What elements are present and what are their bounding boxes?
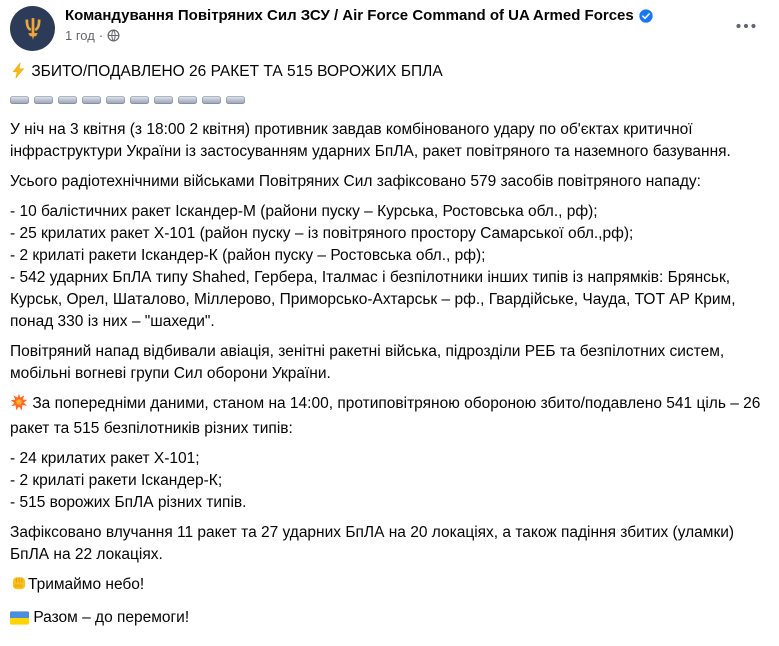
collision-icon <box>10 393 28 418</box>
post-meta <box>65 28 653 43</box>
heavy-minus-icon <box>154 96 173 104</box>
results-summary-paragraph <box>10 393 769 440</box>
lightning-icon <box>10 62 27 86</box>
heavy-minus-icon <box>10 96 29 104</box>
post-headline-block <box>10 61 769 86</box>
list-item: - 2 крилаті ракети Іскандер-К (район пуску – Ростовська обл., рф); <box>10 247 486 264</box>
list-item: - 10 балістичних ракет Іскандер-М (райони пуску – Курська, Ростовська обл., рф); <box>10 203 598 220</box>
heavy-minus-icon <box>106 96 125 104</box>
slogan-sky: Тримаймо небо! <box>28 576 145 593</box>
defense-paragraph: Повітряний напад відбивали авіація, зенітні ракетні війська, підрозділи РЕБ та безпілотних систем, мобільні вогневі групи Сил оборони України. <box>10 343 725 382</box>
detected-items-list <box>10 201 769 333</box>
heavy-minus-icon <box>58 96 77 104</box>
heavy-minus-icon <box>202 96 221 104</box>
results-items-list <box>10 448 769 514</box>
heavy-minus-icon <box>82 96 101 104</box>
slogan-victory-paragraph <box>10 607 769 632</box>
detected-summary-paragraph: Усього радіотехнічними військами Повітряних Сил зафіксовано 579 засобів повітряного нападу: <box>10 173 701 190</box>
raised-fist-icon <box>10 574 28 599</box>
list-item: - 2 крилаті ракети Іскандер-К; <box>10 472 223 489</box>
list-item: - 25 крилатих ракет Х-101 (район пуску – із повітряного простору Самарської обл.,рф); <box>10 225 634 242</box>
slogan-victory: Разом – до перемоги! <box>33 609 190 626</box>
post-divider <box>10 94 769 111</box>
results-summary: За попередніми даними, станом на 14:00, протиповітряною обороною збито/подавлено 541 ціль – 26 ракет та 515 безпілотників різних типів: <box>10 395 761 437</box>
slogan-sky-paragraph <box>10 574 769 599</box>
verified-badge-icon <box>639 9 653 23</box>
post-header <box>10 6 769 51</box>
heavy-minus-icon <box>34 96 53 104</box>
page-name[interactable]: Командування Повітряних Сил ЗСУ / Air Force Command of UA Armed Forces <box>65 7 634 24</box>
heavy-minus-icon <box>178 96 197 104</box>
post-header-text <box>65 7 653 43</box>
post-menu-button[interactable] <box>729 16 763 36</box>
list-item: - 542 ударних БпЛА типу Shahed, Гербера, Італмас і безпілотники інших типів із напрямків: Брянськ, Курськ, Орел, Шаталово, Міллерово, Приморсько-Ахтарськ – рф., Гвардійське, Чауда, ТОТ АР Крим, понад 330 із них – "шахеди". <box>10 269 736 330</box>
intro-paragraph: У ніч на 3 квітня (з 18:00 2 квітня) противник завдав комбінованого удару по об'єктах критичної інфраструктури України із застосуванням ударних БпЛА, ракет повітряного та наземного базування. <box>10 121 731 160</box>
list-item: - 24 крилатих ракет Х-101; <box>10 450 200 467</box>
ukraine-flag-icon <box>10 610 29 632</box>
page-avatar[interactable] <box>10 6 55 51</box>
ellipsis-icon <box>735 22 757 30</box>
globe-icon <box>107 29 120 42</box>
heavy-minus-icon <box>130 96 149 104</box>
meta-separator: · <box>98 28 104 43</box>
impacts-paragraph: Зафіксовано влучання 11 ракет та 27 ударних БпЛА на 20 локаціях, а також падіння збитих (уламки) БпЛА на 22 локаціях. <box>10 524 735 563</box>
list-item: - 515 ворожих БпЛА різних типів. <box>10 494 247 511</box>
timestamp[interactable]: 1 год <box>65 28 95 43</box>
heavy-minus-icon <box>226 96 245 104</box>
post-body <box>10 61 769 632</box>
post-headline: ЗБИТО/ПОДАВЛЕНО 26 РАКЕТ ТА 515 ВОРОЖИХ БПЛА <box>31 63 443 80</box>
trident-icon <box>18 14 48 44</box>
